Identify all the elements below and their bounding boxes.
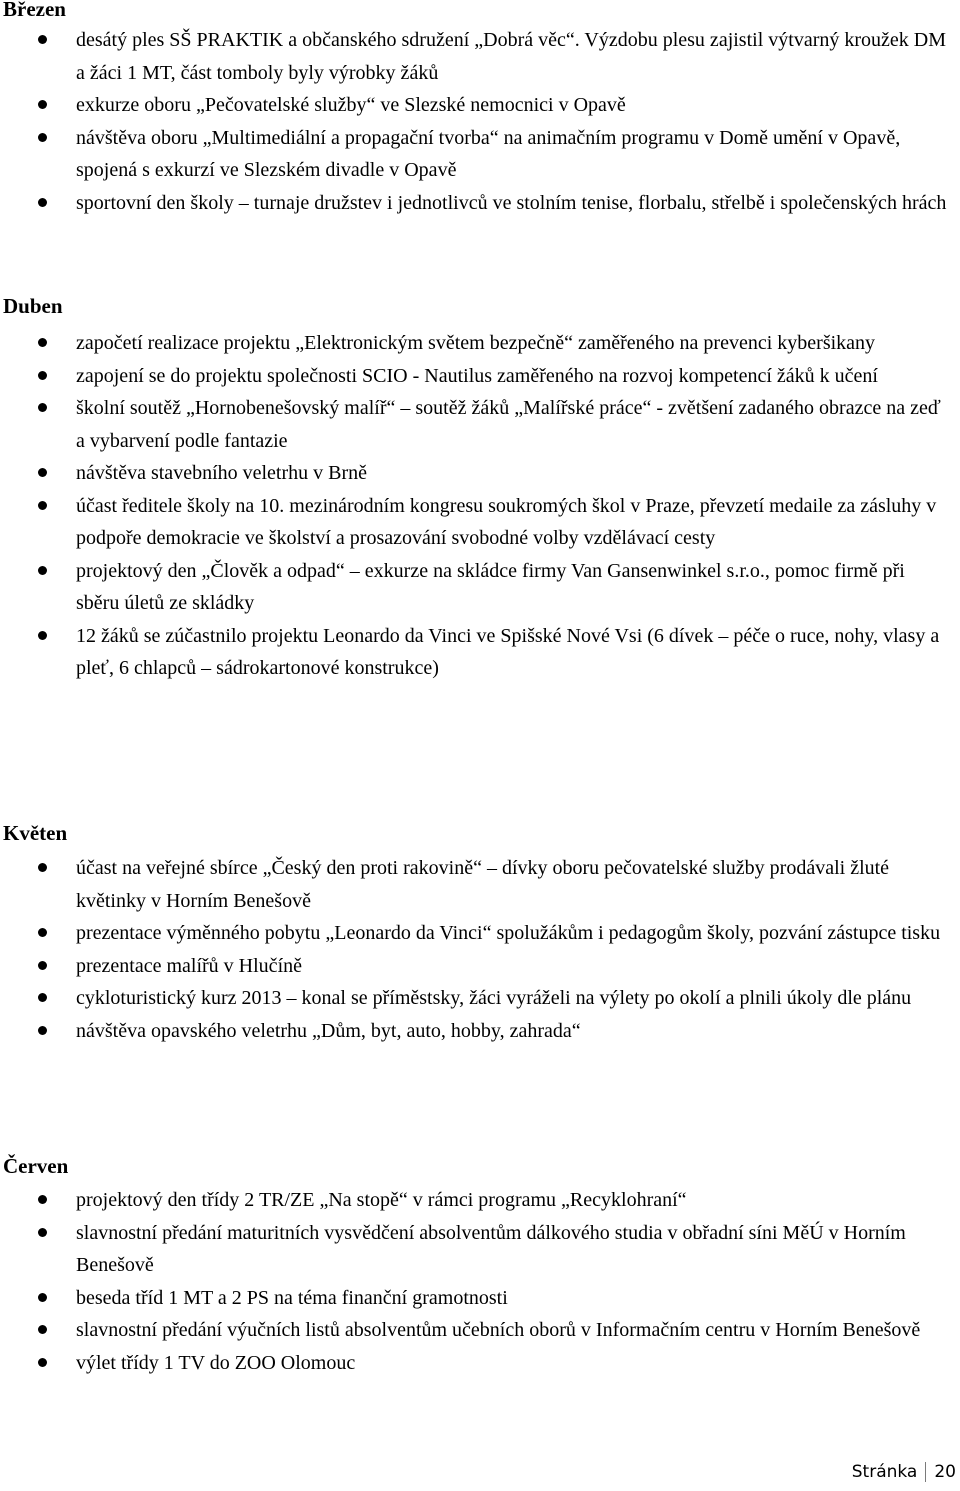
list-item-text: prezentace malířů v Hlučíně xyxy=(76,954,302,977)
section-cerven xyxy=(0,1151,960,1379)
bullet-icon xyxy=(38,100,47,109)
bullet-icon xyxy=(38,1325,47,1334)
bullet-icon xyxy=(38,468,47,477)
footer-divider xyxy=(925,1462,926,1482)
bullet-icon xyxy=(38,1195,47,1204)
bullet-icon xyxy=(38,961,47,970)
item-list xyxy=(0,852,960,1047)
list-item-text: návštěva opavského veletrhu „Dům, byt, auto, hobby, zahrada“ xyxy=(76,1019,581,1042)
bullet-icon xyxy=(38,338,47,347)
list-item-text: beseda tříd 1 MT a 2 PS na téma finanční gramotnosti xyxy=(76,1286,508,1309)
list-item-text: projektový den „Člověk a odpad“ – exkurze na skládce firmy Van Gansenwinkel s.r.o., pomoc firmě při sběru úletů ze skládky xyxy=(76,559,905,614)
list-item-text: projektový den třídy 2 TR/ZE „Na stopě“ v rámci programu „Recyklohraní“ xyxy=(76,1189,687,1211)
list-item-text: výlet třídy 1 TV do ZOO Olomouc xyxy=(76,1351,356,1374)
bullet-icon xyxy=(38,1293,47,1302)
bullet-icon xyxy=(38,1228,47,1237)
section-heading: Červen xyxy=(3,1154,69,1178)
list-item xyxy=(0,1347,960,1380)
list-item xyxy=(0,1314,960,1347)
page-label: Stránka xyxy=(851,1462,918,1482)
section-kveten xyxy=(0,818,960,1047)
list-item xyxy=(0,917,960,950)
list-item xyxy=(0,360,960,393)
list-item xyxy=(0,490,960,555)
page-footer xyxy=(852,1462,956,1482)
list-item-text: započetí realizace projektu „Elektronickým světem bezpečně“ zaměřeného na prevenci kyberšikany xyxy=(76,332,876,354)
list-item xyxy=(0,1184,960,1217)
list-item xyxy=(0,982,960,1015)
list-item xyxy=(0,852,960,917)
list-item xyxy=(0,620,960,685)
list-item-text: sportovní den školy – turnaje družstev i jednotlivců ve stolním tenise, florbalu, střelbě i společenských hrách xyxy=(76,191,947,214)
list-item-text: návštěva oboru „Multimediální a propagační tvorba“ na animačním programu v Domě umění v Opavě, spojená s exkurzí ve Slezském divadle v Opavě xyxy=(76,126,901,181)
list-item-text: 12 žáků se zúčastnilo projektu Leonardo da Vinci ve Spišské Nové Vsi (6 dívek – péče o ruce, nohy, vlasy a pleť, 6 chlapců – sádrokartonové konstrukce) xyxy=(76,624,940,679)
bullet-icon xyxy=(38,928,47,937)
list-item xyxy=(0,457,960,490)
bullet-icon xyxy=(38,35,47,44)
bullet-icon xyxy=(38,566,47,575)
list-item xyxy=(0,392,960,457)
list-item-text: exkurze oboru „Pečovatelské služby“ ve Slezské nemocnici v Opavě xyxy=(76,94,626,116)
bullet-icon xyxy=(38,371,47,380)
list-item xyxy=(0,89,960,122)
list-item xyxy=(0,555,960,620)
section-heading: Květen xyxy=(3,821,68,845)
bullet-icon xyxy=(38,501,47,510)
list-item-text: účast na veřejné sbírce „Český den proti rakovině“ – dívky oboru pečovatelské služby prodávali žluté květinky v Horním Benešově xyxy=(76,857,890,912)
list-item xyxy=(0,1217,960,1282)
bullet-icon xyxy=(38,1358,47,1367)
bullet-icon xyxy=(38,993,47,1002)
list-item-text: cykloturistický kurz 2013 – konal se příměstsky, žáci vyráželi na výlety po okolí a plnili úkoly dle plánu xyxy=(76,987,912,1009)
section-heading: Duben xyxy=(3,294,63,318)
section-heading: Březen xyxy=(3,0,66,21)
bullet-icon xyxy=(38,403,47,412)
page-number: 20 xyxy=(934,1462,956,1482)
bullet-icon xyxy=(38,1026,47,1035)
list-item xyxy=(0,327,960,360)
list-item-text: účast ředitele školy na 10. mezinárodním kongresu soukromých škol v Praze, převzetí medaile za zásluhy v podpoře demokracie ve školství a prosazování svobodné volby vzdělávací cesty xyxy=(76,494,937,549)
item-list xyxy=(0,1184,960,1379)
list-item xyxy=(0,187,960,220)
list-item-text: desátý ples SŠ PRAKTIK a občanského sdružení „Dobrá věc“. Výzdobu plesu zajistil výtvarný kroužek DM a žáci 1 MT, část tomboly byly výrobky žáků xyxy=(76,29,946,84)
list-item xyxy=(0,122,960,187)
list-item-text: návštěva stavebního veletrhu v Brně xyxy=(76,462,368,484)
bullet-icon xyxy=(38,863,47,872)
bullet-icon xyxy=(38,133,47,142)
item-list xyxy=(0,24,960,219)
list-item-text: prezentace výměnného pobytu „Leonardo da Vinci“ spolužákům i pedagogům školy, pozvání zástupce tisku xyxy=(76,922,941,944)
list-item xyxy=(0,1015,960,1048)
list-item-text: slavnostní předání maturitních vysvědčení absolventům dálkového studia v obřadní síni MěÚ v Horním Benešově xyxy=(76,1221,906,1276)
list-item xyxy=(0,1282,960,1315)
list-item xyxy=(0,950,960,983)
item-list xyxy=(0,327,960,685)
bullet-icon xyxy=(38,631,47,640)
section-brezen xyxy=(0,0,960,219)
list-item-text: zapojení se do projektu společnosti SCIO - Nautilus zaměřeného na rozvoj kompetencí žáků k učení xyxy=(76,364,878,387)
section-duben xyxy=(0,291,960,685)
list-item xyxy=(0,24,960,89)
list-item-text: školní soutěž „Hornobenešovský malíř“ – soutěž žáků „Malířské práce“ - zvětšení zadaného obrazce na zeď a vybarvení podle fantazie xyxy=(76,397,941,452)
list-item-text: slavnostní předání výučních listů absolventům učebních oborů v Informačním centru v Horním Benešově xyxy=(76,1319,921,1341)
bullet-icon xyxy=(38,198,47,207)
